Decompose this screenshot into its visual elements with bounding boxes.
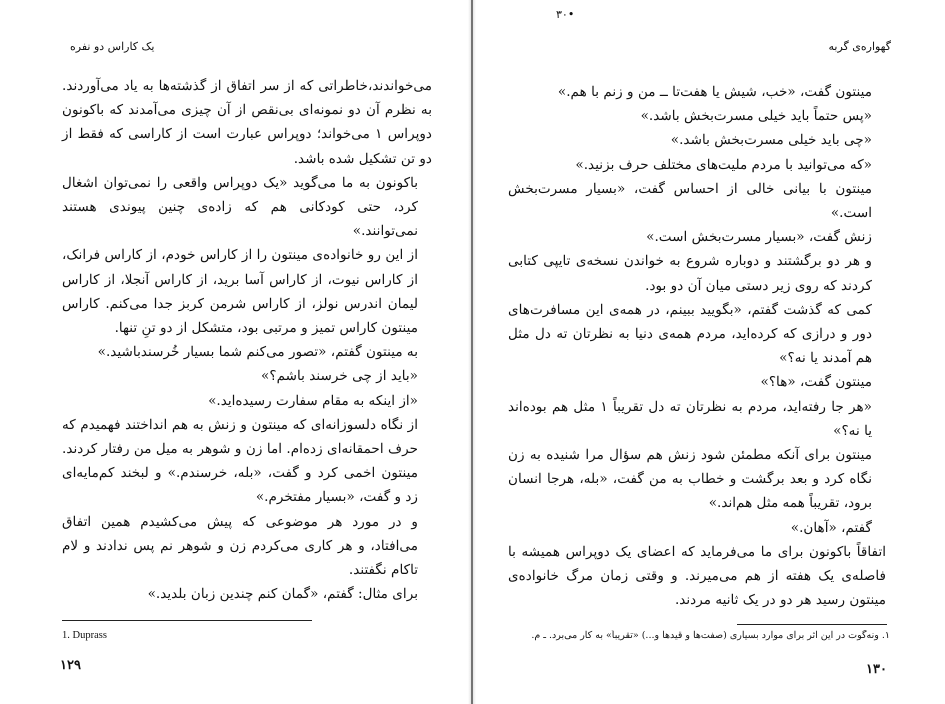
paragraph: برای مثال: گفتم، «گمان کنم چندین زبان بلدید.»	[147, 586, 418, 603]
left-page	[0, 0, 468, 704]
page-number: ۱۲۹	[60, 658, 81, 673]
paragraph: از نگاه دلسوزانه‌ای که مینتون و زنش به هم انداختند فهمیدم که حرف احمقانه‌ای زده‌ام. اما زن و شوهر به میل من رفتار کردند. مینتون اخمی کرد و گفت، «بله، خرسندم.» و لبخند کم‌مایه‌ای زد و گفت، «بسیار مفتخرم.»	[62, 416, 418, 506]
paragraph: از این رو خانواده‌ی مینتون را از کاراس خودم، از کاراس فرانک، از کاراس نیوت، از کاراس آسا برید، از کاراس آنجلا، از کاراس لیمان اندرس نولز، از کاراس شرمن کربز جدا می‌کنم. کاراس مینتون کاراس تمیز و مرتبی بود، متشکل از دو تنِ تنها.	[62, 247, 418, 337]
page-body	[62, 74, 432, 606]
paragraph: و هر دو برگشتند و دوباره شروع به خواندن نسخه‌ی تایپی کتابی کردند که روی زیر دستی میان آن دو بود.	[508, 253, 872, 294]
paragraph: اتفاقاً باکونون برای ما می‌فرماید که اعضای یک دوپراس همیشه با فاصله‌ی یک هفته از هم می‌میرند. و وقتی زمان مرگ خانواده‌ی مینتون رسید هر دو در یک ثانیه مردند.	[508, 543, 886, 609]
paragraph: مینتون گفت، «خب، شیش یا هفت‌تا ــ من و زنم با هم.»	[557, 84, 872, 100]
chapter-marker: ٣٠•	[556, 8, 575, 21]
right-page	[476, 0, 945, 704]
paragraph: به مینتون گفتم، «تصور می‌کنم شما بسیار خُرسندباشید.»	[97, 344, 418, 361]
paragraph: باکونون به ما می‌گوید «یک دوپراس واقعی را نمی‌توان اشغال کرد، حتی کودکانی هم که زاده‌ی چنین پیوندی هستند نمی‌توانند.»	[62, 174, 418, 240]
paragraph: «از اینکه به مقام سفارت رسیده‌اید.»	[208, 392, 418, 409]
paragraph: «که می‌توانید با مردم ملیت‌های مختلف حرف بزنید.»	[575, 156, 872, 173]
paragraph: «چی باید خیلی مسرت‌بخش باشد.»	[670, 132, 872, 149]
book-spine	[468, 0, 476, 704]
paragraph: مینتون با بیانی خالی از احساس گفت، «بسیار مسرت‌بخش است.»	[508, 180, 872, 222]
paragraph: گفتم، «آهان.»	[790, 519, 872, 536]
paragraph: «هر جا رفته‌اید، مردم به نظرتان ته دل تقریباً ۱ مثل هم بوده‌اند یا نه؟»	[508, 398, 872, 439]
paragraph: زنش گفت، «بسیار مسرت‌بخش است.»	[646, 229, 872, 246]
footnote: 1. Duprass	[62, 630, 107, 641]
paragraph: «پس حتماً باید خیلی مسرت‌بخش باشد.»	[640, 108, 872, 125]
paragraph: می‌خواندند،خاطراتی که از سر اتفاق از گذشته‌ها به یاد می‌آوردند. به نظرم آن دو نمونه‌ای بی‌نقص از آن چیزی می‌آمدند که باکونون دوپراس ۱ می‌خواند؛ دوپراس عبارت است از کاراسی که فقط از دو تن تشکیل شده باشد.	[62, 78, 432, 167]
running-header: گهواره‌ی گربه	[828, 40, 891, 53]
running-header: یک کاراس دو نفره	[70, 40, 155, 53]
paragraph: مینتون گفت، «ها؟»	[760, 374, 872, 391]
paragraph: کمی که گذشت گفتم، «بگویید ببینم، در همه‌ی این مسافرت‌های دور و درازی که کرده‌اید، مردم همه‌ی دنیا به نظرتان ته دل مثل هم آمدند یا نه؟»	[508, 301, 872, 367]
paragraph: مینتون برای آنکه مطمئن شود زنش هم سؤال مرا شنیده به زن نگاه کرد و بعد برگشت و خطاب به من گفت، «بله، هرجا انسان برود، تقریباً همه مثل هم‌اند.»	[508, 447, 872, 512]
footnote-divider	[737, 624, 887, 625]
paragraph: «باید از چی خرسند باشم؟»	[261, 368, 418, 385]
footnote: ۱. ونه‌گوت در این اثر برای موارد بسیاری (صفت‌ها و قیدها و...) «تقریباً» به کار می‌برد. ـ م.	[531, 630, 890, 641]
page-body	[508, 80, 886, 612]
footnote-divider	[62, 620, 312, 621]
page-number: ۱۳۰	[866, 662, 887, 677]
paragraph: و در مورد هر موضوعی که پیش می‌کشیدم همین اتفاق می‌افتاد، و هر کاری می‌کردم زن و شوهر نم پس ندادند و لام تاکام نگفتند.	[62, 513, 418, 579]
